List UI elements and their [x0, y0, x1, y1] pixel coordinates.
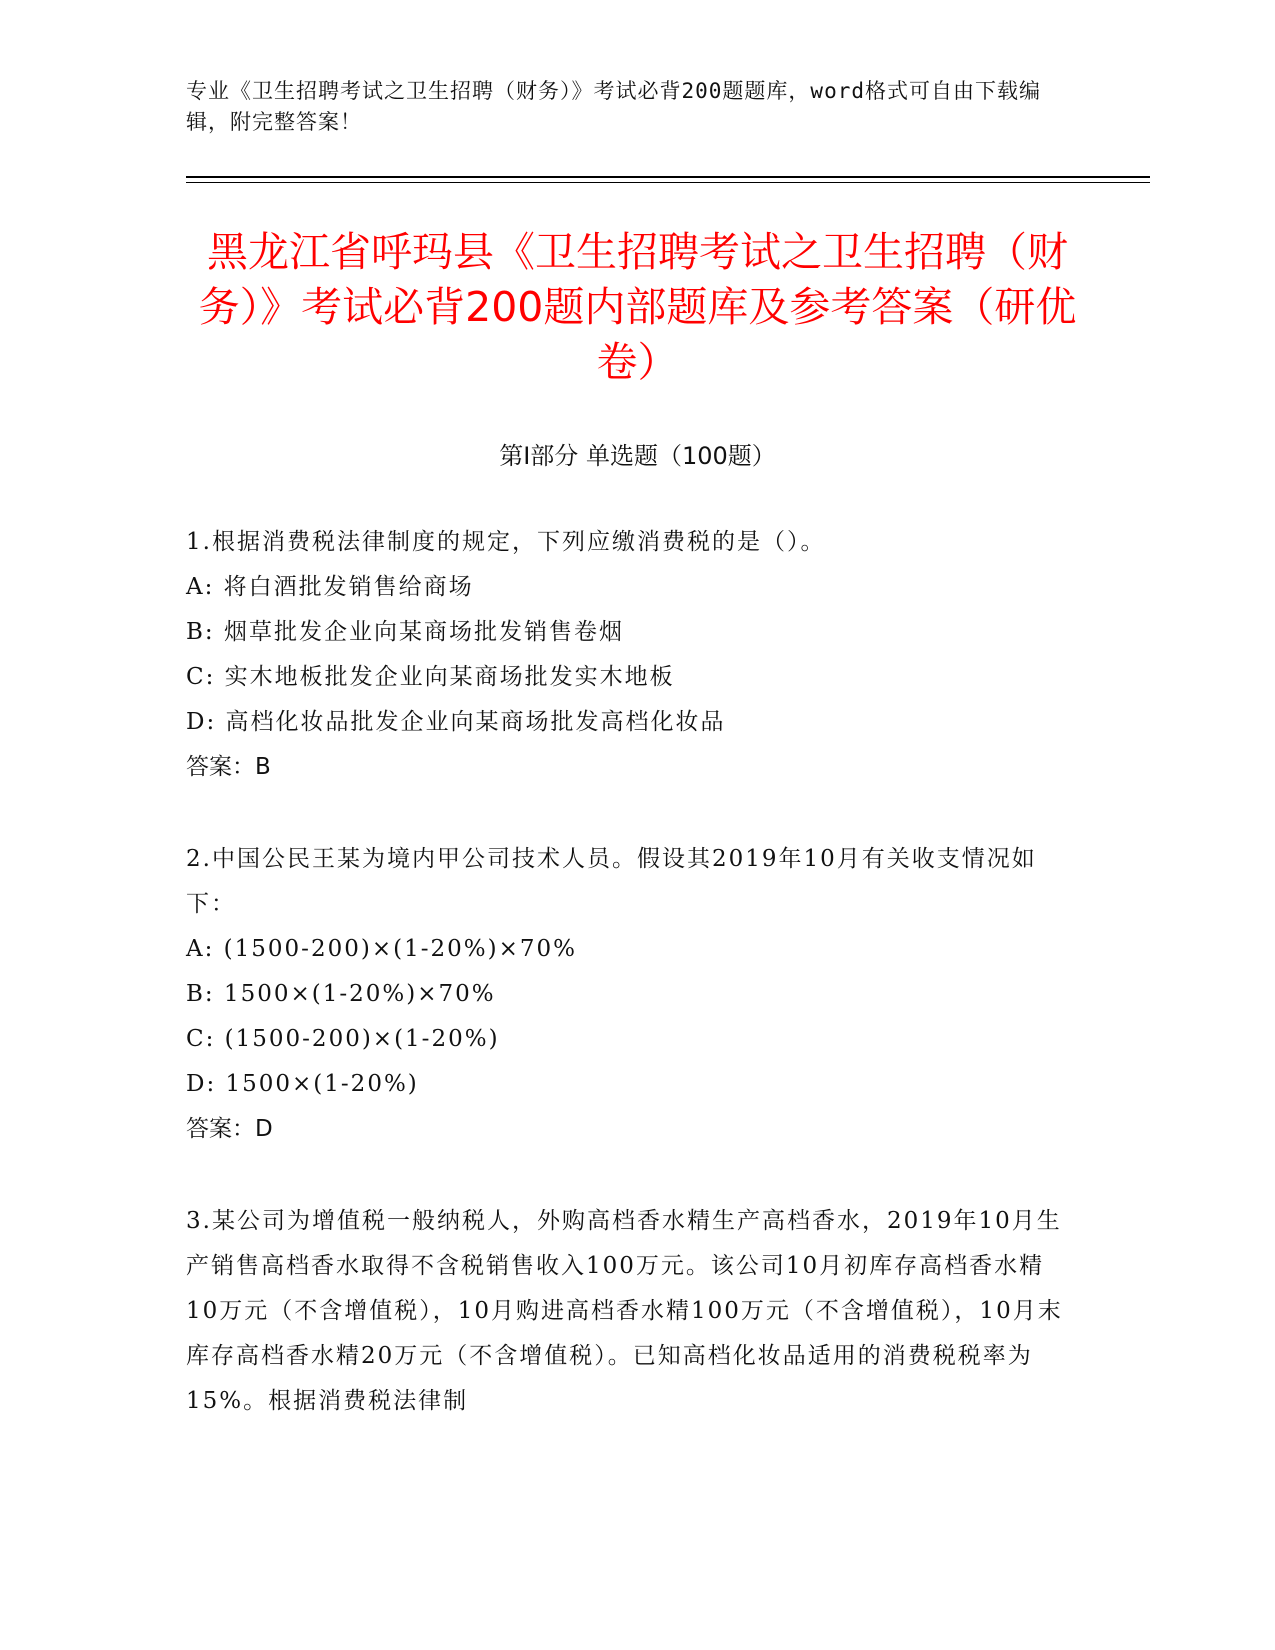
header-divider-thin — [186, 182, 1150, 183]
question-text: 2.中国公民王某为境内甲公司技术人员。假设其2019年10月有关收支情况如下： — [186, 846, 1037, 917]
document-title: 黑龙江省呼玛县《卫生招聘考试之卫生招聘（财务）》考试必背200题内部题库及参考答案（研优卷） — [198, 228, 1077, 386]
option-d: D: 1500×(1-20%) — [186, 1071, 419, 1097]
option-a: A: 将白酒批发销售给商场 — [186, 574, 474, 600]
option-c: C: (1500-200)×(1-20%) — [186, 1026, 500, 1052]
header-note: 专业《卫生招聘考试之卫生招聘（财务）》考试必背200题题库，word格式可自由下载编辑，附完整答案！ — [186, 79, 1041, 134]
question-list — [186, 520, 1066, 1471]
option-c: C: 实木地板批发企业向某商场批发实木地板 — [186, 664, 675, 690]
option-b: B: 1500×(1-20%)×70% — [186, 981, 496, 1007]
option-a: A: (1500-200)×(1-20%)×70% — [186, 936, 577, 962]
question-text: 3.某公司为增值税一般纳税人，外购高档香水精生产高档香水，2019年10月生产销售高档香水取得不含税销售收入100万元。该公司10月初库存高档香水精10万元（不含增值税），10月购进高档香水精100万元（不含增值税），10月末库存高档香水精20万元（不含增值税）。已知高档化妆品适用的消费税税率为15%。根据消费税法律制 — [186, 1208, 1063, 1414]
question-text: 1.根据消费税法律制度的规定，下列应缴消费税的是（）。 — [186, 529, 826, 555]
section-heading: 第Ⅰ部分 单选题（100题） — [499, 442, 776, 470]
question-2 — [186, 837, 1066, 1152]
option-d: D: 高档化妆品批发企业向某商场批发高档化妆品 — [186, 709, 726, 735]
answer-line: 答案：B — [186, 754, 271, 780]
answer-line: 答案：D — [186, 1116, 273, 1142]
option-b: B: 烟草批发企业向某商场批发销售卷烟 — [186, 619, 624, 645]
question-3 — [186, 1199, 1066, 1424]
question-1 — [186, 520, 1066, 790]
header-divider-thick — [186, 176, 1150, 178]
